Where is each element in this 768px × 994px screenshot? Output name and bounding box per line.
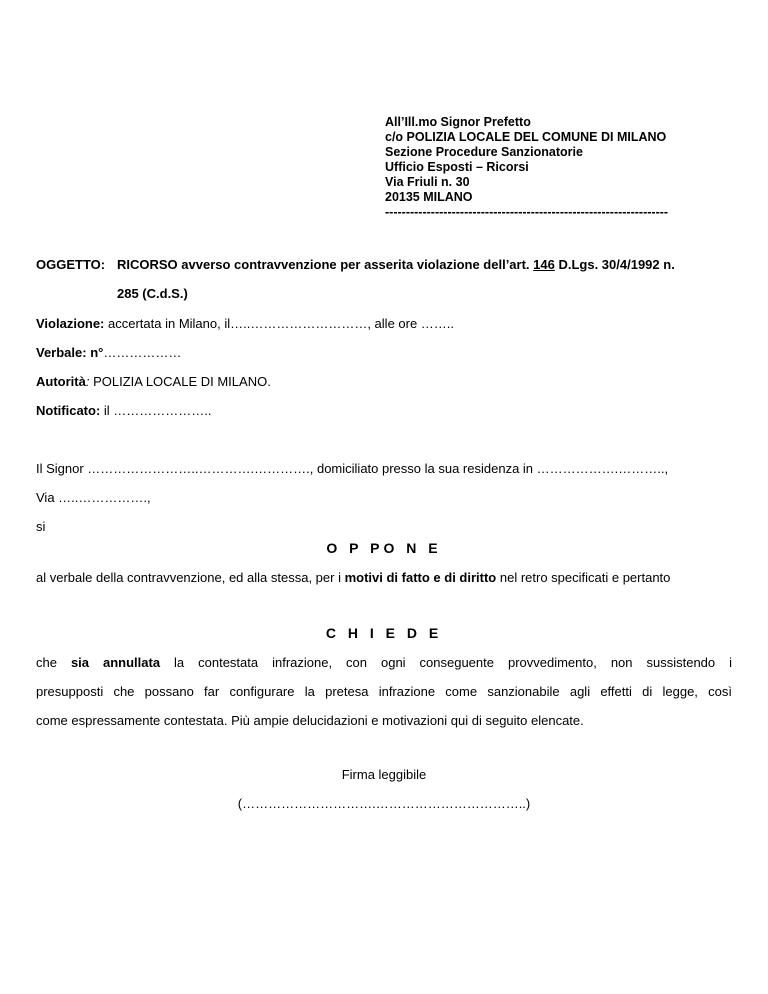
notificato-label: Notificato:: [36, 403, 101, 418]
autorita-field: [36, 374, 271, 389]
violazione-text: accertata in Milano, il…..………………………, alle ore ……..: [104, 316, 455, 331]
chiede-paragraph: [36, 648, 732, 735]
subject-label: OGGETTO:: [36, 257, 106, 272]
autorita-colon: :: [85, 374, 90, 389]
oppone-text: [36, 570, 670, 585]
chiede-text-part: la contestata infrazione, con ogni conseguente provvedimento, non sussistendo i: [160, 655, 732, 670]
recipient-address-block: [385, 115, 668, 220]
subject-line-2: 285 (C.d.S.): [117, 286, 188, 301]
subject-text: RICORSO avverso contravvenzione per asserita violazione dell’art.: [117, 257, 534, 272]
address-line: Ufficio Esposti – Ricorsi: [385, 160, 529, 174]
signature-line: (………………………….……………………………..): [237, 796, 531, 811]
signature-label: Firma leggibile: [341, 767, 427, 782]
address-line: All’Ill.mo Signor Prefetto: [385, 115, 531, 129]
oppone-heading: O P PO N E: [326, 540, 442, 556]
violazione-label: Violazione:: [36, 316, 105, 331]
chiede-heading: C H I E D E: [325, 625, 443, 641]
subject-line-1: [117, 257, 675, 272]
subject-text: D.Lgs. 30/4/1992 n.: [554, 257, 675, 272]
notificato-text: il …………………..: [100, 403, 212, 418]
autorita-label: Autorità: [36, 374, 86, 389]
via-line: Via …..…………….,: [36, 490, 151, 505]
chiede-text-part: che: [36, 655, 71, 670]
article-number: 146: [533, 257, 555, 272]
violazione-field: [36, 316, 454, 331]
address-line: c/o POLIZIA LOCALE DEL COMUNE DI MILANO: [385, 130, 667, 144]
oppone-text-bold: motivi di fatto e di diritto: [344, 570, 497, 585]
verbale-label: Verbale: n°: [36, 345, 104, 360]
chiede-line-2: presupposti che possano far configurare la pretesa infrazione come sanzionabile agli effetti di legge, così: [36, 684, 732, 699]
autorita-text: POLIZIA LOCALE DI MILANO.: [89, 374, 271, 389]
address-line: 20135 MILANO: [385, 190, 473, 204]
oppone-text-part: nel retro specificati e pertanto: [496, 570, 671, 585]
verbale-text: ………………: [103, 345, 182, 360]
chiede-line-3: come espressamente contestata. Più ampie delucidazioni e motivazioni qui di seguito elencate.: [36, 713, 584, 728]
address-line: Via Friuli n. 30: [385, 175, 470, 189]
chiede-text-bold: sia annullata: [70, 655, 161, 670]
address-line: Sezione Procedure Sanzionatorie: [385, 145, 583, 159]
address-separator: --------------------------------------------------------------------: [385, 205, 669, 219]
oppone-text-part: al verbale della contravvenzione, ed alla stessa, per i: [36, 570, 345, 585]
notificato-field: [36, 403, 212, 418]
verbale-field: [36, 345, 181, 360]
si-line: si: [36, 519, 46, 534]
chiede-line-1: [36, 648, 732, 677]
signor-line: Il Signor ……………………..………….…………., domiciliato presso la sua residenza in ……………….………..,: [36, 461, 669, 476]
